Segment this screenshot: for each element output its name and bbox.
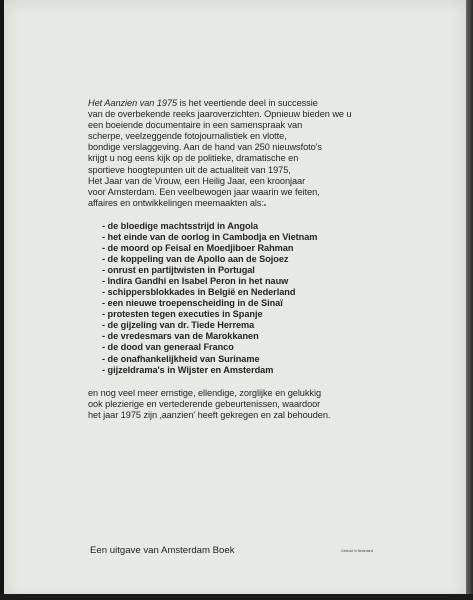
list-item: - de vredesmars van de Marokkanen: [102, 331, 259, 342]
list-item: - de gijzeling van dr. Tiede Herrema: [102, 320, 255, 331]
blurb-text: [88, 98, 428, 421]
book-title-italic: Het Aanzien van 1975: [88, 98, 178, 108]
list-item: - een nieuwe troepenscheiding in de Sinaï: [102, 298, 283, 309]
list-item: - de moord op Feisal en Moedjiboer Rahman: [102, 243, 294, 254]
book-bottom-edge: [0, 594, 473, 600]
intro-paragraph: [88, 98, 428, 209]
list-item: - onrust en partijtwisten in Portugal: [102, 265, 255, 276]
list-item: - de onafhankelijkheid van Suriname: [102, 353, 260, 364]
list-item: - schippersblokkades in België en Nederland: [102, 287, 296, 298]
list-item: - gijzeldrama's in Wijster en Amsterdam: [102, 364, 274, 375]
list-item: - Indira Gandhi en Isabel Peron in het nauw: [102, 276, 289, 287]
list-item: - de dood van generaal Franco: [102, 342, 234, 353]
book-spine-edge: [466, 0, 473, 600]
topics-list: [88, 221, 428, 376]
intro-body: is het veertiende deel in successie van de overbekende reeks jaaroverzichten. Opnieuw bieden we u een boeiende documentaire in een samenspraak van scherpe, veelzeggende fotojournalistiek en vlotte, bondige verslaggeving. Aan de hand van 250 nieuwsfoto's krijgt u nog eens kijk op de politieke, dramatische en sportieve hoogtepunten uit de actualiteit van 1975, Het Jaar van de Vrouw, een Heilig Jaar, een kroonjaar voor Amsterdam. Een veelbewogen jaar waarin we feiten, affaires en ontwikkelingen meemaakten als:: [88, 98, 352, 208]
closing-paragraph: en nog veel meer ernstige, ellendige, zorglijke en gelukkig ook plezierige en vertederende gebeurtenissen, waardoor het jaar 1975 zijn ‚aanzien' heeft gekregen en zal behouden.: [88, 387, 331, 420]
list-item: - protesten tegen executies in Spanje: [102, 309, 263, 320]
printed-in-note: Gedrukt in Nederland: [341, 549, 374, 553]
list-item: - de koppeling van de Apollo aan de Sojoez: [102, 254, 289, 265]
list-item: - de bloedige machtsstrijd in Angola: [102, 220, 259, 231]
list-item: - het einde van de oorlog in Cambodja en Vietnam: [102, 231, 318, 242]
publisher-credit: Een uitgave van Amsterdam Boek: [90, 545, 235, 556]
